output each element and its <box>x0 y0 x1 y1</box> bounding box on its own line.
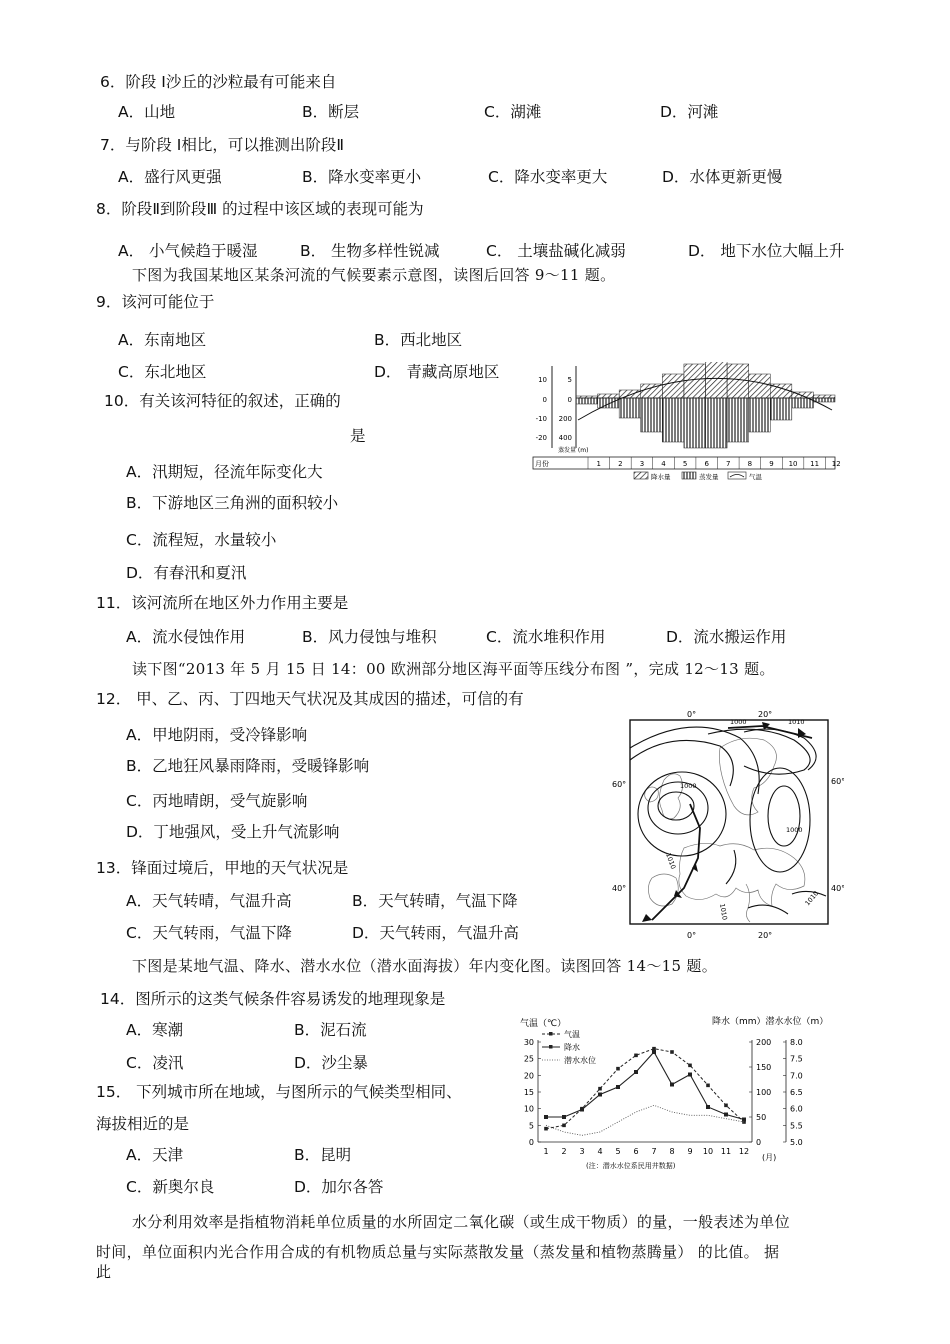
q10-option-b: B．下游地区三角洲的面积较小 <box>126 494 339 512</box>
temperature-point <box>652 1047 656 1051</box>
q10-option-c: C．流程短，水量较小 <box>126 531 277 549</box>
q6-option-b: B．断层 <box>302 103 360 121</box>
precip-bar <box>684 364 706 398</box>
map-lon-label: 0° <box>687 710 697 719</box>
precip-axis-tick: 200 <box>756 1038 772 1047</box>
isobar-label: 1010 <box>788 718 805 726</box>
q6-option-d: D．河滩 <box>660 103 719 121</box>
q11-stem: 11．该河流所在地区外力作用主要是 <box>96 594 349 612</box>
temp-axis-tick: 30 <box>523 1038 534 1047</box>
month-tick: 2 <box>561 1147 567 1156</box>
q12-option-b: B．乙地狂风暴雨降雨，受暖锋影响 <box>126 757 370 775</box>
fig1-month-tick: 1 <box>596 460 602 468</box>
europe-isobar-map <box>612 708 844 944</box>
map-lat-label: 60° <box>612 780 627 789</box>
x-axis-unit: (月) <box>762 1153 777 1162</box>
precip-axis-tick: 150 <box>756 1063 772 1072</box>
water-axis-tick: 8.0 <box>790 1038 803 1047</box>
fig1-month-tick: 12 <box>831 460 841 468</box>
q14-option-b: B．泥石流 <box>294 1021 367 1039</box>
q7-option-d: D．水体更新更慢 <box>662 168 783 186</box>
q13-option-b: B．天气转晴，气温下降 <box>352 892 518 910</box>
q7-stem: 7．与阶段 Ⅰ相比，可以推测出阶段Ⅱ <box>100 136 344 154</box>
evap-bar <box>576 398 598 404</box>
precipitation-point <box>688 1073 692 1077</box>
precip-bar <box>619 390 641 398</box>
map-lon-label: 20° <box>758 931 773 940</box>
precipitation-point <box>616 1085 620 1089</box>
evap-bar <box>706 398 728 448</box>
precip-bar <box>598 394 620 398</box>
precipitation-point <box>724 1113 728 1117</box>
fig1-mid-tick: 5 <box>567 376 572 384</box>
q6-option-c: C．湖滩 <box>484 103 542 121</box>
fig1-left-tick: -20 <box>535 434 547 442</box>
precipitation-point <box>742 1118 746 1122</box>
temp-legend-swatch <box>730 475 744 478</box>
q8-option-b: B． 生物多样性锐减 <box>300 242 440 260</box>
fig1-month-tick: 11 <box>810 460 820 468</box>
temperature-point <box>616 1067 620 1071</box>
map-lat-label: 40° <box>831 884 844 893</box>
temp-axis-tick: 10 <box>523 1104 534 1114</box>
water-axis-tick: 7.5 <box>790 1054 803 1064</box>
q8-stem: 8．阶段Ⅱ到阶段Ⅲ 的过程中该区域的表现可能为 <box>96 200 424 218</box>
q13-option-a: A．天气转晴，气温升高 <box>126 892 292 910</box>
fig1-month-tick: 7 <box>726 460 731 468</box>
precip-axis-tick: 50 <box>756 1113 767 1122</box>
month-tick: 10 <box>702 1147 714 1156</box>
isobar-label: 1010 <box>803 889 821 908</box>
precipitation-point <box>652 1050 656 1054</box>
q9-option-a: A．东南地区 <box>118 331 207 349</box>
q10-stem: 10．有关该河特征的叙述，正确的 <box>104 392 341 410</box>
q11-option-a: A．流水侵蚀作用 <box>126 628 246 646</box>
fig1-legend-label: 蒸发量 <box>699 473 719 481</box>
q12-option-d: D．丁地强风，受上升气流影响 <box>126 823 340 841</box>
month-tick: 5 <box>615 1147 621 1156</box>
q8-option-d: D． 地下水位大幅上升 <box>688 242 845 260</box>
q11-option-b: B．风力侵蚀与堆积 <box>302 628 437 646</box>
q15-stem: 15． 下列城市所在地域，与图所示的气候类型相同、 <box>96 1083 462 1101</box>
evap-bar <box>684 398 706 448</box>
precipitation-point <box>544 1115 548 1119</box>
fig1-month-tick: 3 <box>639 460 645 468</box>
q13-option-d: D．天气转雨，气温升高 <box>352 924 519 942</box>
fig1-month-tick: 5 <box>682 460 688 468</box>
q15-option-d: D．加尔各答 <box>294 1178 384 1196</box>
q12-option-a: A．甲地阴雨，受冷锋影响 <box>126 726 308 744</box>
temperature-point <box>724 1104 728 1108</box>
month-tick: 4 <box>597 1147 603 1156</box>
para-line-1: 水分利用效率是指植物消耗单位质量的水所固定二氧化碳（或生成干物质）的量，一般表述为单位 <box>132 1213 790 1231</box>
fig1-month-tick: 10 <box>788 460 798 468</box>
q10-option-a: A．汛期短，径流年际变化大 <box>126 463 323 481</box>
fig1-legend-label: 降水量 <box>651 473 671 481</box>
precip-legend-swatch <box>634 472 648 479</box>
fig1-month-tick: 6 <box>704 460 709 468</box>
intro-12-13: 读下图“2013 年 5 月 15 日 14：00 欧洲部分地区海平面等压线分布图 ”，完成 12～13 题。 <box>132 660 775 678</box>
q15-option-b: B．昆明 <box>294 1146 352 1164</box>
q15-option-c: C．新奥尔良 <box>126 1178 215 1196</box>
precip-bar <box>749 374 771 398</box>
evap-bar <box>727 398 749 442</box>
fig1-month-tick: 2 <box>618 460 623 468</box>
q6-stem: 6．阶段 Ⅰ沙丘的沙粒最有可能来自 <box>100 73 337 91</box>
month-tick: 1 <box>543 1147 549 1156</box>
month-tick: 7 <box>651 1147 657 1156</box>
temp-axis-tick: 20 <box>523 1071 534 1081</box>
legend-label: 气温 <box>564 1030 580 1039</box>
temperature-point <box>598 1087 602 1091</box>
evap-bar <box>641 398 663 432</box>
temp-axis-tick: 0 <box>528 1138 534 1147</box>
river-climate-figure <box>530 362 842 490</box>
q9-option-c: C．东北地区 <box>118 363 207 381</box>
q10-stem-end: 是 <box>350 427 366 445</box>
chart-left-title: 气温（℃） <box>520 1019 567 1029</box>
fig1-left-tick: -10 <box>535 415 547 423</box>
fig1-mid-label: 蒸发量 (m) <box>558 447 589 454</box>
precip-bar <box>706 362 728 398</box>
map-lon-label: 0° <box>687 931 697 940</box>
isobar-label: 1000 <box>786 826 803 834</box>
precipitation-point <box>562 1115 566 1119</box>
fig1-month-tick: 4 <box>661 460 666 468</box>
q13-option-c: C．天气转雨，气温下降 <box>126 924 292 942</box>
fig1-month-tick: 8 <box>747 460 753 468</box>
water-axis-tick: 7.0 <box>790 1071 803 1081</box>
temperature-point <box>670 1050 674 1054</box>
fig1-month-label: 月份 <box>535 460 549 468</box>
q7-option-c: C．降水变率更大 <box>488 168 608 186</box>
temperature-point <box>706 1084 710 1088</box>
chart-legend <box>542 1029 596 1065</box>
evap-legend-swatch <box>682 472 696 479</box>
fig1-left-tick: 0 <box>542 396 547 404</box>
climate-line-chart <box>516 1012 840 1170</box>
q14-stem: 14．图所示的这类气候条件容易诱发的地理现象是 <box>100 990 446 1008</box>
evap-bar <box>598 398 620 408</box>
month-tick: 3 <box>579 1147 585 1156</box>
isobar-label: 1010 <box>664 851 678 871</box>
para-line-2: 时间，单位面积内光合作用合成的有机物质总量与实际蒸散发量（蒸发量和植物蒸腾量） 的比值。 据 <box>96 1243 780 1261</box>
intro-9-11: 下图为我国某地区某条河流的气候要素示意图，读图后回答 9～11 题。 <box>132 266 616 284</box>
month-tick: 9 <box>687 1147 693 1156</box>
water-axis-tick: 6.5 <box>790 1088 803 1097</box>
precip-bar <box>576 396 598 398</box>
precip-bar <box>813 395 835 398</box>
q12-stem: 12． 甲、乙、丙、丁四地天气状况及其成因的描述，可信的有 <box>96 690 524 708</box>
precip-axis-tick: 0 <box>756 1138 762 1147</box>
legend-label: 潜水水位 <box>564 1056 596 1065</box>
month-tick: 6 <box>633 1147 639 1156</box>
temperature-point <box>544 1127 548 1131</box>
precipitation-point <box>706 1105 710 1109</box>
fig1-mid-tick: 400 <box>558 434 572 442</box>
q7-option-b: B．降水变率更小 <box>302 168 422 186</box>
para-line-3: 此 <box>96 1263 112 1281</box>
precip-bar <box>727 364 749 398</box>
q14-option-a: A．寒潮 <box>126 1021 184 1039</box>
temp-axis-tick: 25 <box>523 1054 534 1064</box>
chart-note: (注：潜水水位系民用井数据) <box>586 1162 676 1170</box>
precipitation-point <box>580 1108 584 1112</box>
evap-bar <box>770 398 792 420</box>
evap-bar <box>813 398 835 402</box>
month-tick: 12 <box>738 1147 750 1156</box>
fig1-month-tick: 9 <box>769 460 774 468</box>
temp-axis-tick: 5 <box>528 1121 534 1131</box>
fig1-left-tick: 10 <box>538 376 547 384</box>
map-lon-label: 20° <box>758 710 773 719</box>
temperature-point <box>688 1064 692 1068</box>
temp-legend-marker <box>549 1032 553 1036</box>
temperature-point <box>562 1124 566 1128</box>
q10-option-d: D．有春汛和夏汛 <box>126 564 247 582</box>
fig1-mid-tick: 0 <box>567 396 572 404</box>
q8-option-c: C． 土壤盐碱化减弱 <box>486 242 626 260</box>
q7-option-a: A．盛行风更强 <box>118 168 222 186</box>
map-lat-label: 60° <box>831 777 844 786</box>
q9-option-d: D． 青藏高原地区 <box>374 363 500 381</box>
q12-option-c: C．丙地晴朗，受气旋影响 <box>126 792 308 810</box>
q15-option-a: A．天津 <box>126 1146 184 1164</box>
q8-option-a: A． 小气候趋于暖湿 <box>118 242 258 260</box>
precipitation-point <box>598 1093 602 1097</box>
map-lat-label: 40° <box>612 884 627 893</box>
precipitation-point <box>634 1070 638 1074</box>
month-tick: 8 <box>669 1147 675 1156</box>
precip-legend-marker <box>549 1045 553 1049</box>
fig1-legend-label: 气温 <box>749 473 762 481</box>
precip-axis-tick: 100 <box>756 1088 772 1097</box>
isobar-label: 1000 <box>730 718 747 726</box>
temp-axis-tick: 15 <box>523 1088 534 1097</box>
evap-bar <box>619 398 641 418</box>
q9-option-b: B．西北地区 <box>374 331 463 349</box>
month-tick: 11 <box>720 1147 732 1156</box>
q14-option-d: D．沙尘暴 <box>294 1054 368 1072</box>
q9-stem: 9．该河可能位于 <box>96 293 215 311</box>
chart-right-title: 降水（mm）潜水水位（m） <box>712 1017 829 1027</box>
isobar-label: 1000 <box>680 782 697 790</box>
q13-stem: 13．锋面过境后，甲地的天气状况是 <box>96 859 349 877</box>
water-axis-tick: 6.0 <box>790 1104 803 1114</box>
q6-option-a: A．山地 <box>118 103 176 121</box>
q15-stem-end: 海拔相近的是 <box>96 1115 190 1133</box>
evap-bar <box>662 398 684 442</box>
water-axis-tick: 5.0 <box>790 1138 803 1147</box>
temperature-point <box>634 1054 638 1058</box>
legend-label: 降水 <box>564 1043 580 1052</box>
water-axis-tick: 5.5 <box>790 1121 803 1131</box>
precipitation-point <box>670 1083 674 1087</box>
intro-14-15: 下图是某地气温、降水、潜水水位（潜水面海拔）年内变化图。读图回答 14～15 题。 <box>132 957 718 975</box>
q14-option-c: C．凌汛 <box>126 1054 184 1072</box>
q11-option-d: D．流水搬运作用 <box>666 628 787 646</box>
q11-option-c: C．流水堆积作用 <box>486 628 606 646</box>
map-frame <box>630 720 828 924</box>
precip-bar <box>662 374 684 398</box>
evap-bar <box>749 398 771 432</box>
isobar-label: 1010 <box>718 902 729 921</box>
fig1-mid-tick: 200 <box>558 415 572 423</box>
